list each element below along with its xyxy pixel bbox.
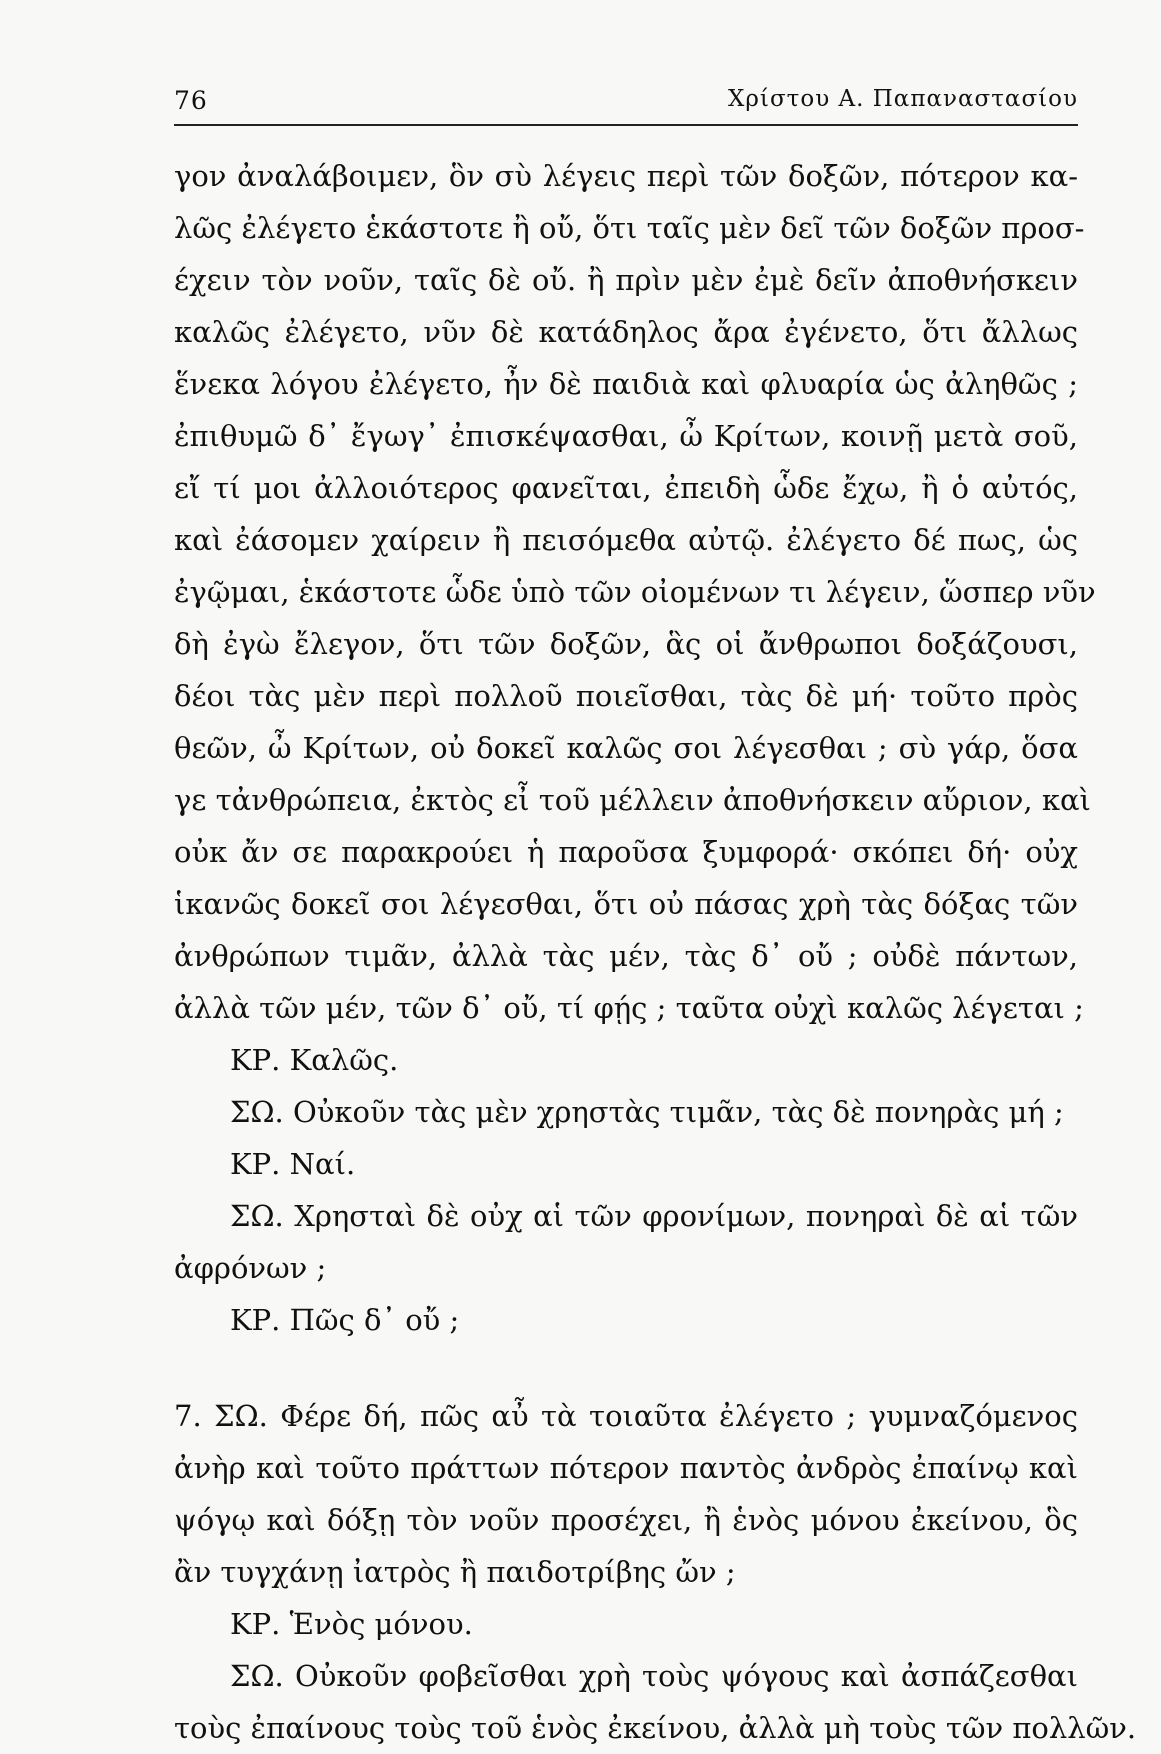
text-line: οὐκ ἄν σε παρακρούει ἡ παροῦσα ξυμφορά· σκόπει δή· οὐχ (174, 835, 1078, 869)
speaker-line: ΣΩ. Οὐκοῦν φοβεῖσθαι χρὴ τοὺς ψόγους καὶ ἀσπάζεσθαι (230, 1659, 1078, 1693)
section-gap (174, 1346, 1078, 1390)
speaker-line: ΚΡ. Ναί. (230, 1147, 356, 1181)
text-line: ἀλλὰ τῶν μέν, τῶν δ᾿ οὔ, τί φῄς ; ταῦτα οὐχὶ καλῶς λέγεται ; (174, 991, 1084, 1025)
text-line: καὶ ἐάσομεν χαίρειν ἢ πεισόμεθα αὐτῷ. ἐλέγετο δέ πως, ὡς (174, 523, 1078, 557)
text-line: ἐπιθυμῶ δ᾿ ἔγωγ᾿ ἐπισκέψασθαι, ὦ Κρίτων, κοινῇ μετὰ σοῦ, (174, 419, 1078, 453)
header-rule (174, 124, 1078, 126)
page-body (174, 150, 1137, 1754)
text-line: ἀνὴρ καὶ τοῦτο πράττων πότερον παντὸς ἀνδρὸς ἐπαίνῳ καὶ (174, 1451, 1078, 1485)
text-line: δέοι τὰς μὲν περὶ πολλοῦ ποιεῖσθαι, τὰς δὲ μή· τοῦτο πρὸς (174, 679, 1078, 713)
running-head: Χρίστου Α. Παπαναστασίου (728, 86, 1078, 112)
text-line: θεῶν, ὦ Κρίτων, οὐ δοκεῖ καλῶς σοι λέγεσθαι ; σὺ γάρ, ὅσα (174, 731, 1078, 765)
text-line: ἱκανῶς δοκεῖ σοι λέγεσθαι, ὅτι οὐ πάσας χρὴ τὰς δόξας τῶν (174, 887, 1078, 921)
text-line: καλῶς ἐλέγετο, νῦν δὲ κατάδηλος ἄρα ἐγένετο, ὅτι ἄλλως (174, 315, 1078, 349)
text-line: δὴ ἐγὼ ἔλεγον, ὅτι τῶν δοξῶν, ἃς οἱ ἄνθρωποι δοξάζουσι, (174, 627, 1078, 661)
speaker-line: ΚΡ. Καλῶς. (230, 1043, 399, 1077)
text-line: γον ἀναλάβοιμεν, ὃν σὺ λέγεις περὶ τῶν δοξῶν, πότερον κα- (174, 159, 1078, 193)
speaker-line: ΚΡ. Πῶς δ᾿ οὔ ; (230, 1303, 460, 1337)
page-header (174, 86, 1078, 126)
text-line: λῶς ἐλέγετο ἑκάστοτε ἢ οὔ, ὅτι ταῖς μὲν δεῖ τῶν δοξῶν προσ- (174, 211, 1085, 245)
text-line: ἂν τυγχάνῃ ἰατρὸς ἢ παιδοτρίβης ὤν ; (174, 1555, 736, 1589)
page-number: 76 (174, 86, 208, 115)
text-line: έχειν τὸν νοῦν, ταῖς δὲ οὔ. ἢ πρὶν μὲν ἐμὲ δεῖν ἀποθνήσκειν (174, 263, 1078, 297)
text-line: ἀνθρώπων τιμᾶν, ἀλλὰ τὰς μέν, τὰς δ᾿ οὔ ; οὐδὲ πάντων, (174, 939, 1078, 973)
text-line: ἀφρόνων ; (174, 1251, 327, 1285)
text-line: ἕνεκα λόγου ἐλέγετο, ἦν δὲ παιδιὰ καὶ φλυαρία ὡς ἀληθῶς ; (174, 367, 1078, 401)
speaker-line: ΣΩ. Οὐκοῦν τὰς μὲν χρηστὰς τιμᾶν, τὰς δὲ πονηρὰς μή ; (230, 1095, 1064, 1129)
text-line: τοὺς ἐπαίνους τοὺς τοῦ ἑνὸς ἐκείνου, ἀλλὰ μὴ τοὺς τῶν πολλῶν. (174, 1711, 1137, 1745)
speaker-line: ΚΡ. Ἑνὸς μόνου. (230, 1607, 473, 1641)
text-line: ἐγῷμαι, ἑκάστοτε ὧδε ὑπὸ τῶν οἰομένων τι λέγειν, ὥσπερ νῦν (174, 575, 1096, 609)
text-line: ψόγῳ καὶ δόξῃ τὸν νοῦν προσέχει, ἢ ἑνὸς μόνου ἐκείνου, ὃς (174, 1503, 1078, 1537)
text-line: γε τἀνθρώπεια, ἐκτὸς εἶ τοῦ μέλλειν ἀποθνήσκειν αὔριον, καὶ (174, 783, 1091, 817)
speaker-line: ΣΩ. Χρησταὶ δὲ οὐχ αἱ τῶν φρονίμων, πονηραὶ δὲ αἱ τῶν (230, 1199, 1078, 1233)
section-line: 7. ΣΩ. Φέρε δή, πῶς αὖ τὰ τοιαῦτα ἐλέγετο ; γυμναζόμενος (174, 1399, 1078, 1433)
text-line: εἴ τί μοι ἀλλοιότερος φανεῖται, ἐπειδὴ ὧδε ἔχω, ἢ ὁ αὐτός, (174, 471, 1078, 505)
